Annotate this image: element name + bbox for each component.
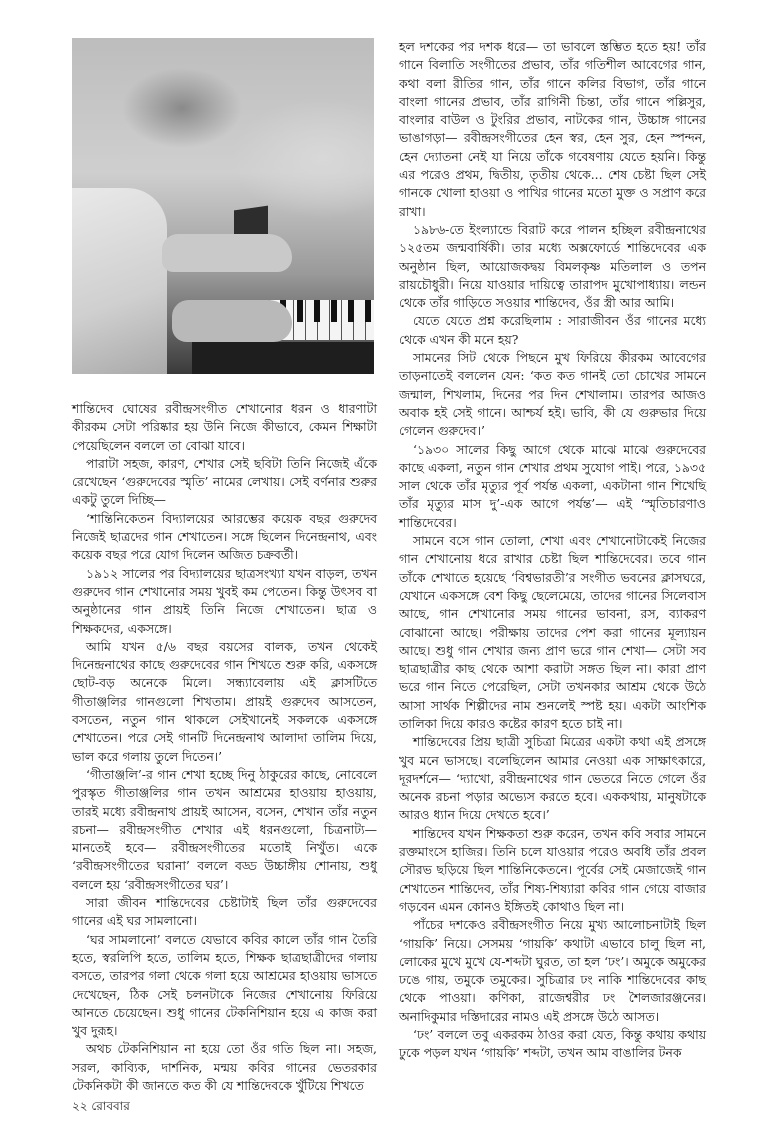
page-folio: ২২ রোববার [72,1099,130,1113]
paragraph: শান্তিদেবের প্রিয় ছাত্রী সুচিত্রা মিত্রের একটা কথা এই প্রসঙ্গে খুব মনে ভাসছে। বলেছিলেন আমার নেওয়া এক সাক্ষাৎকারে, দূরদর্শনে— ‘দ্যাখো, রবীন্দ্রনাথের গান ভেতরে নিতে গেলে ওঁর অনেক রচনা পড়ার অভ্যেস করতে হবে। এককথায়, মানুষটাকে আরও ধ্যান দিয়ে দেখতে হবে।’ [399,734,706,823]
paragraph: সামনের সিট থেকে পিছনে মুখ ফিরিয়ে কীরকম আবেগের তাড়নাতেই বললেন যেন: ‘কত কত গানই তো চোখের সামনে জন্মাল, শিখলাম, দিনের পর দিন শেখালাম। তারপর আজও অবাক হই সেই গানে। আশ্চর্য হই। ভাবি, কী যে গুরুভার দিয়ে গেলেন গুরুদেব।’ [399,350,706,439]
photo-sleeve [72,188,167,374]
paragraph: ‘ঢং’ বললে তবু একরকম ঠাওর করা যেত, কিন্তু কথায় কথায় ঢুকে পড়ল যখন ‘গায়কি’ শব্দটা, তখন আম বাঙালির টনক [399,1027,706,1061]
paragraph: যেতে যেতে প্রশ্ন করেছিলাম : সারাজীবন ওঁর গানের মধ্যে থেকে এখন কী মনে হয়? [399,313,706,347]
paragraph: ‘ঘর সামলানো’ বলতে যেভাবে কবির কালে তাঁর গান তৈরি হতে, স্বরলিপি হতে, তালিম হতে, শিক্ষক ছাত্রছাত্রীদের গলায় বসতে, তারপর গলা থেকে গলা হয়ে আশ্রমের হাওয়ায় ভাসতে দেখেছেন, ঠিক সেই চলনটাকে নিজের শেখানোয় ফিরিয়ে আনতে চেয়েছেন। শুধু গানের টেকনিশিয়ান হয়ে এ কাজ করা খুব দুরূহ। [72,931,377,1039]
paragraph: সামনে বসে গান তোলা, শেখা এবং শেখানোটাকেই নিজের গান শেখানোয় ধরে রাখার চেষ্টা ছিল শান্তিদেবের। তবে গান তাঁকে শেখাতে হয়েছে ‘বিশ্বভারতী’র সংগীত ভবনের ক্লাসঘরে, যেখানে একসঙ্গে বেশ কিছু ছেলেমেয়ে, তাদের গানের সিলেবাস আছে, গান শেখানোর সময় গানের ভাবনা, রস, ব্যাকরণ বোঝানো আছে। পরীক্ষায় তাদের পেশ করা গানের মূল্যায়ন আছে। শুধু গান শেখার জন্য প্রাণ ভরে গান শেখা— সেটা সব ছাত্রছাত্রীর কাছ থেকে আশা করাটা সঙ্গত ছিল না। কারা প্রাণ ভরে গান নিতে পেরেছিল, সেটা তখনকার আশ্রম থেকে উঠে আসা সার্থক শিল্পীদের নাম শুনলেই স্পষ্ট হয়। একটা আংশিক তালিকা দিয়ে কারও কষ্টের কারণ হতে চাই না। [399,533,706,731]
photo-upper-hand [162,234,292,272]
photo-lower-hand [172,300,292,342]
harmonium-photo [72,38,374,374]
paragraph: আমি যখন ৫/৬ বছর বয়সের বালক, তখন থেকেই দিনেন্দ্রনাথের কাছে গুরুদেবের গান শিখতে শুরু করি, একসঙ্গে ছোট-বড় অনেকে মিলে। সন্ধ্যাবেলায় এই ক্লাসটিতে গীতাঞ্জলির গানগুলো শিখতাম। প্রায়ই গুরুদেব আসতেন, বসতেন, নতুন গান থাকলে সেইখানেই সকলকে একসঙ্গে শেখাতেন। পরে সেই গানটি দিনেন্দ্রনাথ আলাদা তালিম দিয়ে, ভাল করে গলায় তুলে দিতেন।’ [72,638,377,764]
paragraph: ১৯৮৬-তে ইংল্যান্ডে বিরাট করে পালন হচ্ছিল রবীন্দ্রনাথের ১২৫তম জন্মবার্ষিকী। তার মধ্যে অক্সফোর্ডে শান্তিদেবের এক অনুষ্ঠান ছিল, আয়োজকদ্বয় বিমলকৃষ্ণ মতিলাল ও তপন রায়চৌধুরী। নিয়ে যাওয়ার দায়িত্বে তারাপদ মুখোপাধ্যায়। লন্ডন থেকে তাঁর গাড়িতে সওয়ার শান্তিদেব, ওঁর স্ত্রী আর আমি। [399,221,706,311]
paragraph: ‘১৯৩০ সালের কিছু আগে থেকে মাঝে মাঝে গুরুদেবের কাছে একলা, নতুন গান শেখার প্রথম সুযোগ পাই। পরে, ১৯৩৫ সাল থেকে তাঁর মৃত্যুর পূর্ব পর্যন্ত একলা, একটানা গান শিখেছি তাঁর মৃত্যুর মাস দু’-এক আগে পর্যন্ত’— এই ‘স্মৃতিচারণাও শান্তিদেবের। [399,441,706,530]
paragraph: অথচ টেকনিশিয়ান না হয়ে তো ওঁর গতি ছিল না। সহজ, সরল, কাব্যিক, দার্শনিক, মন্ময় কবির গানের ভেতরকার টেকনিকটা কী জানতে কত কী যে শান্তিদেবকে খুঁটিয়ে শিখতে [72,1041,377,1093]
paragraph: হল দশকের পর দশক ধরে— তা ভাবলে স্তম্ভিত হতে হয়! তাঁর গানে বিলাতি সংগীতের প্রভাব, তাঁর গতিশীল আবেগের গান, কথা বলা রীতির গান, তাঁর গানে কলির বিভাগ, তাঁর গানে বাংলা গানের প্রভাব, তাঁর রাগিনী চিন্তা, তাঁর গানে পল্লিসুর, বাংলার বাউল ও টুংরির প্রভাব, নাটকের গান, উচ্চাঙ্গ গানের ভাঙাগড়া— রবীন্দ্রসংগীতের হেন স্বর, হেন সুর, হেন স্পন্দন, হেন দ্যোতনা নেই যা নিয়ে তাঁকে গবেষণায় যেতে হয়নি। কিন্তু এর পরেও প্রথম, দ্বিতীয়, তৃতীয় থেকে... শেষ চেষ্টা ছিল সেই গানকে খোলা হাওয়া ও পাখির গানের মতো মুক্ত ও সপ্রাণ করে রাখা। [399,39,706,219]
right-column [399,38,706,1063]
paragraph: পাঁচের দশকেও রবীন্দ্রসংগীত নিয়ে মুখ্য আলোচনাটাই ছিল ‘গায়কি’ নিয়ে। সেসময় ‘গায়কি’ কথাটা এভাবে চালু ছিল না, লোকের মুখে মুখে যে-শব্দটা ঘুরত, তা হল ‘ঢং’। অমুকে অমুকের ঢঙে গায়, তমুকে তমুকের। সুচিত্রার ঢং নাকি শান্তিদেবের কাছ থেকে পাওয়া। কণিকা, রাজেশ্বরীর ঢং শৈলজারঞ্জনের। অনাদিকুমার দস্তিদারের নামও এই প্রসঙ্গে উঠে আসত। [399,917,706,1024]
paragraph: ১৯১২ সালের পর বিদ্যালয়ের ছাত্রসংখ্যা যখন বাড়ল, তখন গুরুদেব গান শেখানোর সময় খুবই কম পেতেন। কিন্তু উৎসব বা অনুষ্ঠানের গান প্রায়ই তিনি নিজে শেখাতেন। ছাত্র ও শিক্ষকদের, একসঙ্গে। [72,565,377,636]
paragraph: ‘গীতাঞ্জলি’-র গান শেখা হচ্ছে দিনু ঠাকুরের কাছে, নোবেলে পুরস্কৃত গীতাঞ্জলির গান তখন আশ্রমের হাওয়ায় হাওয়ায়, তারই মধ্যে রবীন্দ্রনাথ প্রায়ই আসেন, বসেন, শেখান তাঁর নতুন রচনা— রবীন্দ্রসংগীত শেখার এই ধরনগুলো, চিত্রনাট্য— মানতেই হবে— রবীন্দ্রসংগীতের মতোই নিখুঁত। একে ‘রবীন্দ্রসংগীতের ঘরানা’ বললে বড্ড উচ্চাঙ্গীয় শোনায়, শুধু বললে হয় ‘রবীন্দ্রসংগীতের ঘর’। [72,766,377,892]
paragraph: পারাটা সহজ, কারণ, শেখার সেই ছবিটা তিনি নিজেই এঁকে রেখেছেন ‘গুরুদেবের স্মৃতি’ নামের লেখায়। সেই বর্ণনার শুরুর একটু তুলে দিচ্ছি— [72,455,377,508]
paragraph: শান্তিদেব যখন শিক্ষকতা শুরু করেন, তখন কবি সবার সামনে রক্তমাংসে হাজির। তিনি চলে যাওয়ার পরেও অবধি তাঁর প্রবল সৌরভ ছড়িয়ে ছিল শান্তিনিকেতনে। পূর্বের সেই মেজাজেই গান শেখাতেন শান্তিদেব, তাঁর শিষ্য-শিষ্যারা কবির গান গেয়ে বাজার গড়বেন এমন কোনও ইঙ্গিতই কোথাও ছিল না। [399,825,706,914]
paragraph: ‘শান্তিনিকেতন বিদ্যালয়ের আরম্ভের কয়েক বছর গুরুদেব নিজেই ছাত্রদের গান শেখাতেন। সঙ্গে ছিলেন দিনেন্দ্রনাথ, এবং কয়েক বছর পরে যোগ দিলেন অজিত চক্রবর্তী। [72,510,377,563]
left-column [72,400,377,1095]
photo-harmonium-base [192,342,374,374]
paragraph: সারা জীবন শান্তিদেবের চেষ্টাটাই ছিল তাঁর গুরুদেবের গানের এই ঘর সামলানো। [72,895,377,929]
paragraph: শান্তিদেব ঘোষের রবীন্দ্রসংগীত শেখানোর ধরন ও ধারণাটা কীরকম সেটা পরিষ্কার হয় উনি নিজে কীভাবে, কেমন শিক্ষাটা পেয়েছিলেন বললে তা বোঝা যাবে। [72,401,377,453]
